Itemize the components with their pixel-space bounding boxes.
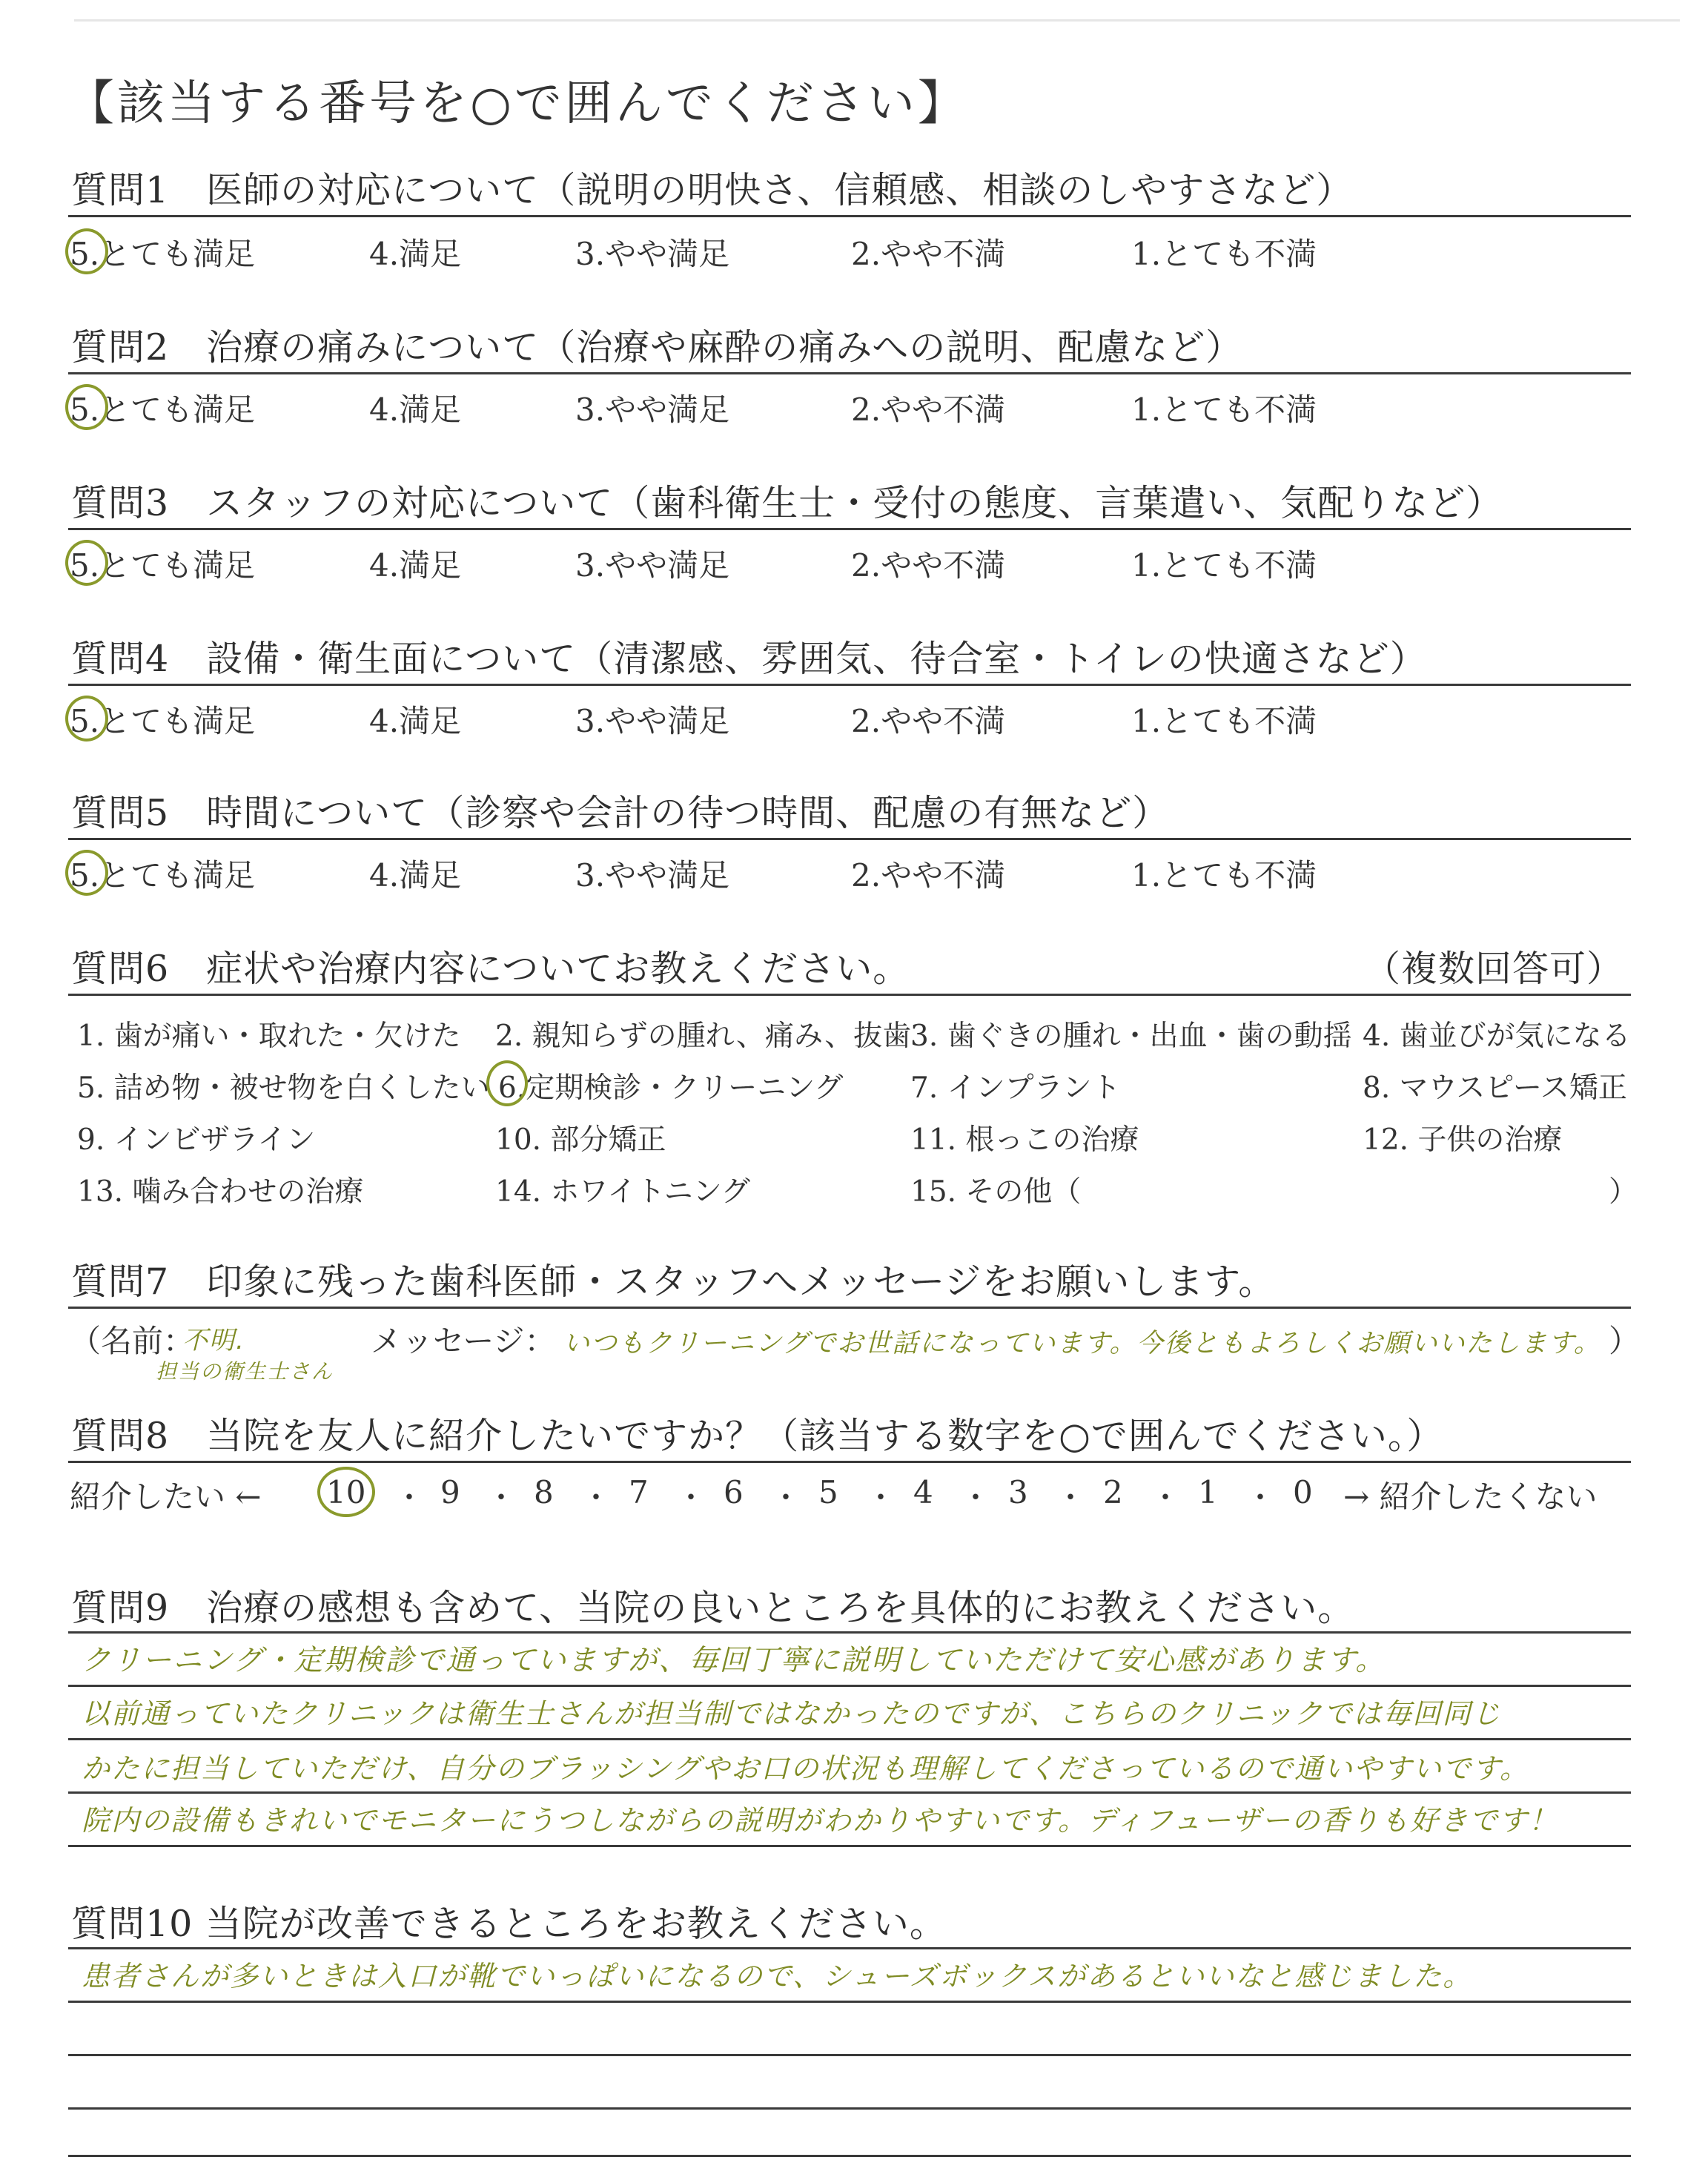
top-border <box>74 19 1680 22</box>
q6-title: 質問6 症状や治療内容についてお教えください。 <box>71 948 910 990</box>
q2-option-3[interactable]: 3.やや満足 <box>575 392 730 428</box>
q7-name-value-2[interactable]: 担当の衛生士さん <box>156 1359 334 1384</box>
q9-rule-4 <box>68 1791 1631 1794</box>
q7-close-paren: ） <box>1609 1323 1641 1359</box>
q8-left-label: 紹介したい ← <box>70 1479 262 1515</box>
q10-rule-3 <box>68 2054 1631 2056</box>
q10-rule-1 <box>68 1947 1631 1949</box>
q6-option-12[interactable]: 12. 子供の治療 <box>1363 1123 1563 1157</box>
q7-title: 質問7 印象に残った歯科医師・スタッフへメッセージをお願いします。 <box>71 1261 1276 1303</box>
q4-option-1[interactable]: 1.とても不満 <box>1131 703 1317 739</box>
q9-rule-3 <box>68 1738 1631 1740</box>
q10-rule-2 <box>68 2001 1631 2003</box>
q3-option-2[interactable]: 2.やや不満 <box>851 547 1006 584</box>
q9-title: 質問9 治療の感想も含めて、当院の良いところを具体的にお教えください。 <box>71 1587 1355 1629</box>
q8-dot: ・ <box>1151 1481 1180 1515</box>
q8-dot: ・ <box>394 1481 424 1515</box>
q8-dot: ・ <box>771 1481 801 1515</box>
q4-rule <box>68 684 1631 686</box>
q2-option-4[interactable]: 4.満足 <box>369 392 462 428</box>
q9-answer-line-3[interactable]: かたに担当していただけ、自分のブラッシングやお口の状況も理解してくださっているので通いやすいです。 <box>82 1752 1529 1785</box>
q3-selection-circle <box>65 540 108 586</box>
q5-option-4[interactable]: 4.満足 <box>369 857 462 894</box>
q10-rule-5 <box>68 2155 1631 2157</box>
q3-option-1[interactable]: 1.とても不満 <box>1131 547 1317 584</box>
q8-rule <box>68 1461 1631 1463</box>
q7-name-label: （名前： <box>70 1323 195 1359</box>
q8-scale-2[interactable]: 2 <box>1103 1474 1123 1510</box>
q9-rule-2 <box>68 1685 1631 1687</box>
q8-scale-6[interactable]: 6 <box>724 1474 744 1510</box>
q6-option-5[interactable]: 5. 詰め物・被せ物を白くしたい <box>77 1071 490 1105</box>
q8-scale-7[interactable]: 7 <box>629 1474 649 1510</box>
q9-rule-1 <box>68 1631 1631 1634</box>
q4-option-5[interactable]: 5.とても満足 <box>70 703 256 739</box>
q1-option-3[interactable]: 3.やや満足 <box>575 236 730 272</box>
q8-scale-8[interactable]: 8 <box>534 1474 554 1510</box>
q2-option-5[interactable]: 5.とても満足 <box>70 392 256 428</box>
q5-title: 質問5 時間について（診察や会計の待つ時間、配慮の有無など） <box>71 792 1170 834</box>
q2-option-2[interactable]: 2.やや不満 <box>851 392 1006 428</box>
q8-title: 質問8 当院を友人に紹介したいですか？（該当する数字を○で囲んでください。） <box>71 1415 1444 1457</box>
q3-option-4[interactable]: 4.満足 <box>369 547 462 584</box>
q4-selection-circle <box>65 696 108 742</box>
q5-option-1[interactable]: 1.とても不満 <box>1131 857 1317 894</box>
q6-option-6[interactable]: 6.定期検診・クリーニング <box>498 1071 844 1105</box>
q3-option-5[interactable]: 5.とても満足 <box>70 547 256 584</box>
q6-option-15-close: ） <box>1609 1175 1638 1209</box>
q6-note: （複数回答可） <box>1364 948 1624 990</box>
q8-scale-10[interactable]: 10 <box>326 1474 366 1510</box>
q6-option-9[interactable]: 9. インビザライン <box>77 1123 316 1157</box>
q3-rule <box>68 528 1631 530</box>
q1-selection-circle <box>65 228 108 274</box>
q4-option-2[interactable]: 2.やや不満 <box>851 703 1006 739</box>
q6-option-4[interactable]: 4. 歯並びが気になる <box>1363 1020 1631 1053</box>
q7-rule <box>68 1307 1631 1309</box>
q8-scale-0[interactable]: 0 <box>1293 1474 1313 1510</box>
q8-dot: ・ <box>961 1481 990 1515</box>
q2-selection-circle <box>65 384 108 430</box>
q6-option-1[interactable]: 1. 歯が痛い・取れた・欠けた <box>77 1020 461 1053</box>
q6-option-10[interactable]: 10. 部分矯正 <box>495 1123 666 1157</box>
q8-dot: ・ <box>866 1481 896 1515</box>
q5-option-3[interactable]: 3.やや満足 <box>575 857 730 894</box>
q1-title: 質問1 医師の対応について（説明の明快さ、信頼感、相談のしやすさなど） <box>71 169 1354 211</box>
q6-option-2[interactable]: 2. 親知らずの腫れ、痛み、抜歯 <box>495 1020 912 1053</box>
q9-answer-line-1[interactable]: クリーニング・定期検診で通っていますが、毎回丁寧に説明していただけて安心感があります。 <box>82 1644 1386 1677</box>
q6-rule <box>68 994 1631 996</box>
q10-answer-line-1[interactable]: 患者さんが多いときは入口が靴でいっぱいになるので、シューズボックスがあるといいなと感じました。 <box>82 1960 1473 1992</box>
q1-option-4[interactable]: 4.満足 <box>369 236 462 272</box>
q3-option-3[interactable]: 3.やや満足 <box>575 547 730 584</box>
q9-answer-line-4[interactable]: 院内の設備もきれいでモニターにうつしながらの説明がわかりやすいです。ディフューザーの香りも好きです！ <box>82 1804 1559 1837</box>
q2-option-1[interactable]: 1.とても不満 <box>1131 392 1317 428</box>
q8-scale-3[interactable]: 3 <box>1008 1474 1028 1510</box>
q6-option-11[interactable]: 11. 根っこの治療 <box>910 1123 1139 1157</box>
q4-option-3[interactable]: 3.やや満足 <box>575 703 730 739</box>
q6-option-15[interactable]: 15. その他（ <box>910 1175 1082 1209</box>
q7-message-value[interactable]: いつもクリーニングでお世話になっています。今後ともよろしくお願いいたします。 <box>563 1329 1601 1358</box>
q5-rule <box>68 838 1631 840</box>
q3-title: 質問3 スタッフの対応について（歯科衛生士・受付の態度、言葉遣い、気配りなど） <box>71 482 1503 524</box>
q10-rule-4 <box>68 2107 1631 2110</box>
q9-rule-5 <box>68 1845 1631 1847</box>
q6-option-13[interactable]: 13. 噛み合わせの治療 <box>77 1175 364 1209</box>
q6-selection-circle <box>486 1060 528 1106</box>
q5-option-5[interactable]: 5.とても満足 <box>70 857 256 894</box>
q1-option-1[interactable]: 1.とても不満 <box>1131 236 1317 272</box>
q10-title: 質問10 当院が改善できるところをお教えください。 <box>71 1903 947 1945</box>
q8-scale-1[interactable]: 1 <box>1198 1474 1218 1510</box>
q9-answer-line-2[interactable]: 以前通っていたクリニックは衛生士さんが担当制ではなかったのですが、こちらのクリニックでは毎回同じ <box>82 1697 1502 1730</box>
q4-title: 質問4 設備・衛生面について（清潔感、雰囲気、待合室・トイレの快適さなど） <box>71 638 1427 680</box>
q1-option-2[interactable]: 2.やや不満 <box>851 236 1006 272</box>
q8-scale-4[interactable]: 4 <box>913 1474 933 1510</box>
q1-rule <box>68 215 1631 217</box>
q8-dot: ・ <box>1245 1481 1275 1515</box>
q6-option-7[interactable]: 7. インプラント <box>910 1071 1121 1105</box>
q6-option-3[interactable]: 3. 歯ぐきの腫れ・出血・歯の動揺 <box>910 1020 1352 1053</box>
q8-dot: ・ <box>486 1481 516 1515</box>
q6-option-14[interactable]: 14. ホワイトニング <box>495 1175 750 1209</box>
q8-right-label: → 紹介したくない <box>1343 1479 1598 1515</box>
q2-rule <box>68 372 1631 374</box>
q8-dot: ・ <box>1056 1481 1085 1515</box>
q4-option-4[interactable]: 4.満足 <box>369 703 462 739</box>
q5-selection-circle <box>65 850 108 896</box>
q8-dot: ・ <box>581 1481 611 1515</box>
q7-message-label: メッセージ： <box>371 1323 556 1359</box>
q8-dot: ・ <box>676 1481 706 1515</box>
q8-scale-9[interactable]: 9 <box>440 1474 460 1510</box>
q7-name-value[interactable]: 不明. <box>182 1326 245 1355</box>
q5-option-2[interactable]: 2.やや不満 <box>851 857 1006 894</box>
page-title: 【該当する番号を○で囲んでください】 <box>67 76 968 131</box>
q8-scale-5[interactable]: 5 <box>818 1474 838 1510</box>
q1-option-5[interactable]: 5.とても満足 <box>70 236 256 272</box>
q6-option-8[interactable]: 8. マウスピース矯正 <box>1363 1071 1627 1105</box>
q2-title: 質問2 治療の痛みについて（治療や麻酔の痛みへの説明、配慮など） <box>71 326 1243 369</box>
